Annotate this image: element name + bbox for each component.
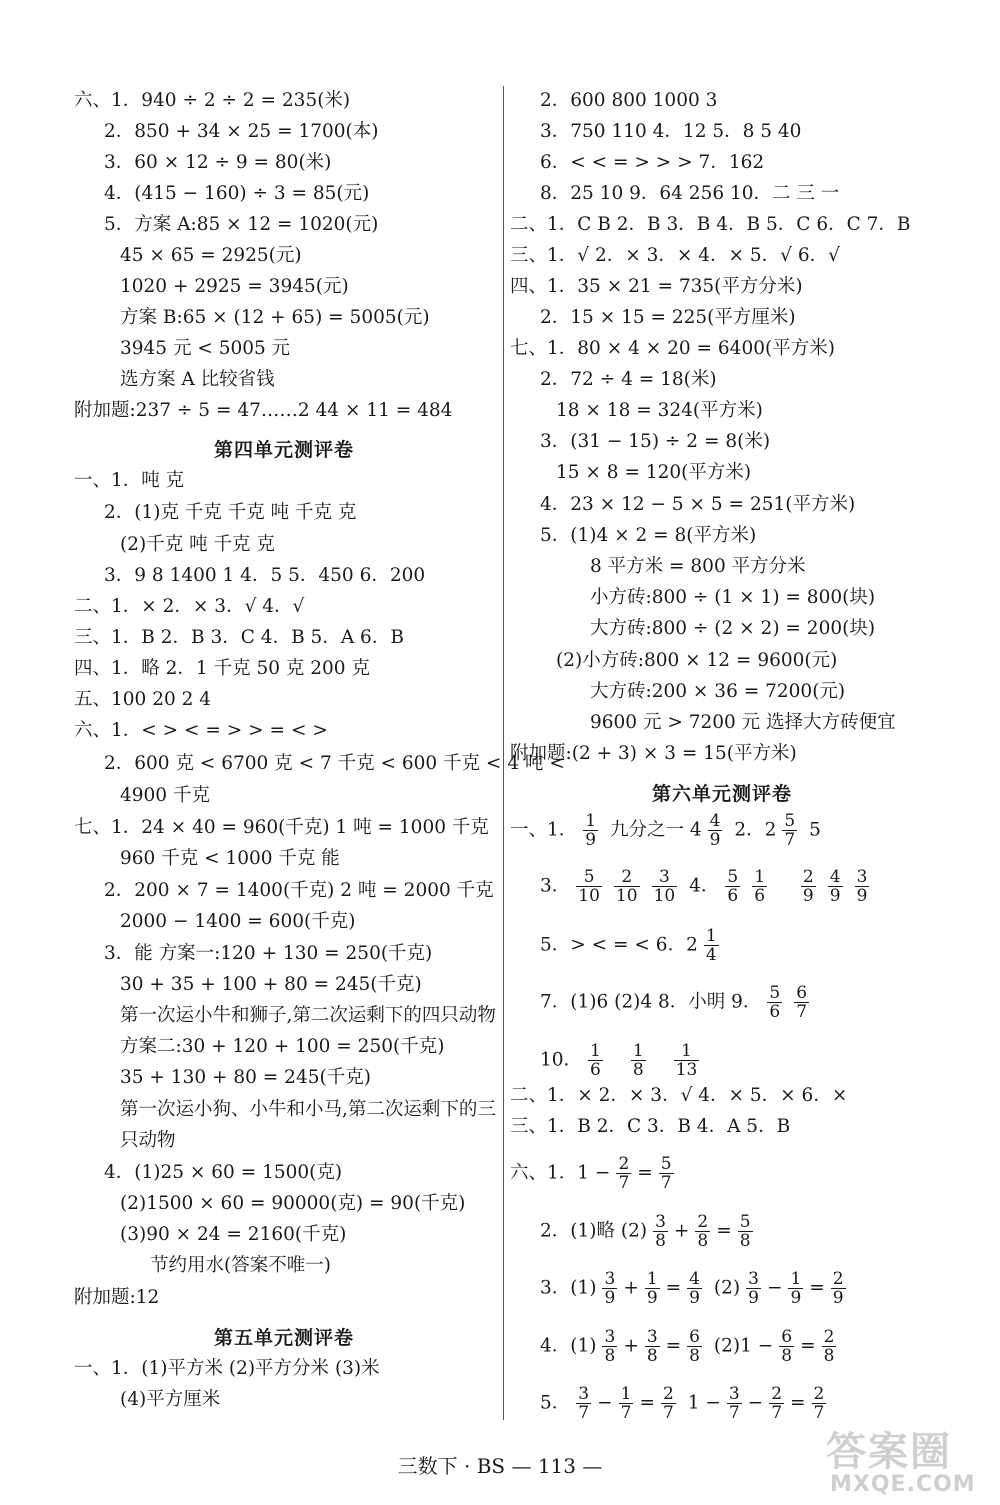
fraction: $\frac{2}{9}$ xyxy=(802,867,814,906)
answer-line: (2)千克 吨 千克 克 xyxy=(120,534,275,555)
fraction: $\frac{3}{9}$ xyxy=(748,1269,759,1308)
fraction: $\frac{2}{8}$ xyxy=(823,1327,835,1366)
operator: + xyxy=(623,1277,639,1299)
answer-line: 五、100 20 2 4 xyxy=(74,689,212,710)
answer-line: 三、1．B 2．C 3．B 4．A 5．B xyxy=(510,1116,791,1137)
fraction: $\frac{5}{6}$ xyxy=(727,867,739,906)
fraction: $\frac{1}{7}$ xyxy=(620,1384,632,1423)
answer-line: 3．(31 − 15) ÷ 2 = 8(米) xyxy=(540,431,771,452)
answer-text: 2．(1)略 (2) xyxy=(540,1220,648,1242)
answer-line: 3945 元 < 5005 元 xyxy=(120,338,291,359)
answer-line: (4)平方厘米 xyxy=(120,1389,221,1410)
site-watermark xyxy=(812,1420,994,1500)
fraction: $\frac{3}{9}$ xyxy=(856,867,868,906)
operator: = xyxy=(716,1220,732,1242)
fraction: $\frac{4}{9}$ xyxy=(709,811,721,850)
fraction: $\frac{3}{7}$ xyxy=(578,1384,590,1423)
fraction: $\frac{2}{8}$ xyxy=(697,1212,709,1251)
fraction: $\frac{1}{9}$ xyxy=(646,1269,658,1308)
answer-line: 第一次运小狗、小牛和小马,第二次运剩下的三 xyxy=(120,1099,496,1120)
fraction: $\frac{3}{10}$ xyxy=(653,867,676,906)
fraction: $\frac{1}{9}$ xyxy=(790,1269,802,1308)
answer-line: 9600 元 > 7200 元 选择大方砖便宜 xyxy=(590,712,896,733)
answer-line: 大方砖:200 × 36 = 7200(元) xyxy=(590,681,846,702)
answer-line-fractions xyxy=(540,927,725,964)
page-footer: 三数下 · BS — 113 — xyxy=(397,1454,603,1478)
fraction: $\frac{3}{8}$ xyxy=(646,1327,658,1366)
fraction: $\frac{2}{10}$ xyxy=(615,867,638,906)
operator: = xyxy=(790,1392,806,1414)
answer-line: 4．(415 − 160) ÷ 3 = 85(元) xyxy=(104,183,370,204)
answer-line: 二、1．× 2．× 3．√ 4．√ xyxy=(74,596,305,617)
answer-line: 一、1．吨 克 xyxy=(74,470,185,491)
fraction: $\frac{3}{9}$ xyxy=(604,1269,616,1308)
answer-line: 3．9 8 1400 1 4．5 5．450 6．200 xyxy=(104,565,426,586)
answer-text: 九分之一 4 xyxy=(610,819,702,841)
fraction: $\frac{6}{8}$ xyxy=(689,1327,700,1366)
answer-line: 二、1．C B 2．B 3．B 4．B 5．C 6．C 7．B xyxy=(510,214,911,235)
answer-line: 大方砖:800 ÷ (2 × 2) = 200(块) xyxy=(590,618,876,639)
bonus-answer: 附加题:237 ÷ 5 = 47……2 44 × 11 = 484 xyxy=(74,400,453,421)
answer-text: 5 xyxy=(809,819,821,841)
answer-line: (2)1500 × 60 = 90000(克) = 90(千克) xyxy=(120,1193,466,1214)
answer-line: 2．600 克 < 6700 克 < 7 千克 < 600 千克 < 4 吨 < xyxy=(104,753,565,774)
answer-line: 3．60 × 12 ÷ 9 = 80(米) xyxy=(104,152,332,173)
answer-line: 6．< < = > > > 7．162 xyxy=(540,152,765,173)
operator: + xyxy=(673,1220,690,1242)
fraction: $\frac{5}{6}$ xyxy=(769,983,781,1022)
answer-line: (3)90 × 24 = 2160(千克) xyxy=(120,1224,347,1245)
answer-line-fractions xyxy=(540,1270,852,1307)
answer-line: 二、1．× 2．× 3．√ 4．× 5．× 6．× xyxy=(510,1085,848,1106)
answer-line: 六、1．< > < = > > = < > xyxy=(74,720,328,741)
answer-line: 节约用水(答案不唯一) xyxy=(150,1255,331,1276)
answer-line: 5．方案 A:85 × 12 = 1020(元) xyxy=(104,214,379,235)
answer-line: 三、1．B 2．B 3．C 4．B 5．A 6．B xyxy=(74,627,404,648)
operator: = xyxy=(639,1392,655,1414)
operator: = xyxy=(637,1162,653,1184)
operator: = xyxy=(809,1277,825,1299)
operator: − xyxy=(597,1392,613,1414)
answer-text: 4．(1) xyxy=(540,1335,597,1357)
section-title-unit6: 第六单元测评卷 xyxy=(652,783,793,805)
question-number: 4． xyxy=(689,875,720,897)
section-title-unit4: 第四单元测评卷 xyxy=(214,439,355,461)
answer-text: 1 − xyxy=(687,1392,721,1414)
answer-text: 3．(1) xyxy=(540,1277,597,1299)
operator: − xyxy=(766,1277,783,1299)
fraction: $\frac{4}{9}$ xyxy=(689,1269,700,1308)
watermark-domain: MXQE.COM xyxy=(830,1472,976,1497)
answer-text: 5． xyxy=(540,1392,571,1414)
answer-line: 七、1．80 × 4 × 20 = 6400(平方米) xyxy=(510,338,835,359)
answer-line: 2．600 800 1000 3 xyxy=(540,90,718,111)
answer-line: 2000 − 1400 = 600(千克) xyxy=(120,911,356,932)
fraction: $\frac{3}{7}$ xyxy=(728,1384,740,1423)
answer-text: 2．2 xyxy=(734,819,777,841)
fraction: $\frac{2}{7}$ xyxy=(662,1384,674,1423)
answer-line-fractions xyxy=(540,1385,832,1422)
answer-line: 一、1．(1)平方米 (2)平方分米 (3)米 xyxy=(74,1358,380,1379)
fraction: $\frac{5}{7}$ xyxy=(660,1154,672,1193)
question-number: 3． xyxy=(540,875,571,897)
answer-text: (2)1 − xyxy=(713,1335,774,1357)
answer-line: 六、1．940 ÷ 2 ÷ 2 = 235(米) xyxy=(74,90,351,111)
answer-line: 只动物 xyxy=(120,1130,176,1151)
answer-line: 小方砖:800 ÷ (1 × 1) = 800(块) xyxy=(590,587,876,608)
answer-line: 4900 千克 xyxy=(120,785,210,806)
answer-line: 15 × 8 = 120(平方米) xyxy=(556,462,752,483)
answer-line: 8．25 10 9．64 256 10．二 三 一 xyxy=(540,183,840,204)
question-number: 10． xyxy=(540,1049,583,1071)
fraction: $\frac{2}{7}$ xyxy=(771,1384,783,1423)
fraction: $\frac{1}{9}$ xyxy=(585,811,597,850)
fraction: $\frac{2}{7}$ xyxy=(618,1154,630,1193)
fraction: $\frac{4}{9}$ xyxy=(829,867,841,906)
answer-line: 3．能 方案一:120 + 130 = 250(千克) xyxy=(104,943,433,964)
answer-text: (2) xyxy=(713,1277,741,1299)
question-number: 一、1． xyxy=(510,819,578,841)
fraction: $\frac{1}{8}$ xyxy=(632,1041,644,1080)
fraction: $\frac{1}{13}$ xyxy=(675,1041,698,1080)
answer-line: 四、1．略 2．1 千克 50 克 200 克 xyxy=(74,658,370,679)
answer-line: 45 × 65 = 2925(元) xyxy=(120,245,302,266)
answer-line: 方案二:30 + 120 + 100 = 250(千克) xyxy=(120,1036,445,1057)
answer-line: 3．750 110 4．12 5．8 5 40 xyxy=(540,121,802,142)
answer-line: (2)小方砖:800 × 12 = 9600(元) xyxy=(556,650,838,671)
operator: = xyxy=(665,1335,682,1357)
answer-line: 第一次运小牛和狮子,第二次运剩下的四只动物 xyxy=(120,1005,496,1026)
operator: + xyxy=(623,1335,639,1357)
fraction: $\frac{5}{8}$ xyxy=(739,1212,751,1251)
bonus-answer: 附加题:12 xyxy=(74,1287,160,1308)
answer-line-fractions xyxy=(540,868,875,905)
fraction: $\frac{5}{7}$ xyxy=(784,811,796,850)
operator: − xyxy=(747,1392,764,1414)
answer-text: 六、1．1 − xyxy=(510,1162,611,1184)
operator: = xyxy=(665,1277,682,1299)
answer-line: 2．850 + 34 × 25 = 1700(本) xyxy=(104,121,379,142)
answer-line: 35 + 130 + 80 = 245(千克) xyxy=(120,1067,371,1088)
bonus-answer: 附加题:(2 + 3) × 3 = 15(平方米) xyxy=(510,743,797,764)
operator: = xyxy=(800,1335,816,1357)
answer-line: 1020 + 2925 = 3945(元) xyxy=(120,276,349,297)
answer-text: 7．(1)6 (2)4 8．小明 9． xyxy=(540,991,762,1013)
fraction: $\frac{3}{8}$ xyxy=(655,1212,666,1251)
answer-line: 18 × 18 = 324(平方米) xyxy=(556,400,763,421)
answer-line-fractions xyxy=(540,1213,759,1250)
watermark-logo-text: 答案圈 xyxy=(826,1429,952,1475)
answer-line: 选方案 A 比较省钱 xyxy=(120,369,275,390)
answer-line-fractions xyxy=(540,984,815,1021)
fraction: $\frac{2}{7}$ xyxy=(813,1384,825,1423)
answer-line: 4．(1)25 × 60 = 1500(克) xyxy=(104,1162,343,1183)
answer-line: 4．23 × 12 − 5 × 5 = 251(平方米) xyxy=(540,494,856,515)
answer-line: 5．(1)4 × 2 = 8(平方米) xyxy=(540,525,757,546)
section-title-unit5: 第五单元测评卷 xyxy=(214,1327,355,1349)
fraction: $\frac{1}{6}$ xyxy=(590,1041,601,1080)
answer-line: 2．(1)克 千克 千克 吨 千克 克 xyxy=(104,502,357,523)
fraction: $\frac{3}{8}$ xyxy=(604,1327,616,1366)
fraction: $\frac{2}{9}$ xyxy=(832,1269,844,1308)
answer-line-fractions xyxy=(510,812,821,849)
answer-line: 2．15 × 15 = 225(平方厘米) xyxy=(540,307,796,328)
fraction: $\frac{6}{8}$ xyxy=(781,1327,793,1366)
answer-line: 七、1．24 × 40 = 960(千克) 1 吨 = 1000 千克 xyxy=(74,817,489,838)
answer-line: 30 + 35 + 100 + 80 = 245(千克) xyxy=(120,974,422,995)
fraction: $\frac{5}{10}$ xyxy=(578,867,600,906)
fraction: $\frac{1}{6}$ xyxy=(754,867,766,906)
fraction: $\frac{6}{7}$ xyxy=(796,983,808,1022)
answer-line-fractions xyxy=(510,1155,680,1192)
answer-line: 8 平方米 = 800 平方分米 xyxy=(590,556,806,577)
answer-text: 5．> < = < 6．2 xyxy=(540,934,698,956)
answer-line: 2．200 × 7 = 1400(千克) 2 吨 = 2000 千克 xyxy=(104,880,494,901)
answer-line-fractions xyxy=(540,1328,842,1365)
answer-line: 四、1．35 × 21 = 735(平方分米) xyxy=(510,276,803,297)
fraction: $\frac{1}{4}$ xyxy=(705,926,717,965)
answer-line: 960 千克 < 1000 千克 能 xyxy=(120,848,340,869)
answer-line-fractions xyxy=(540,1042,705,1079)
answer-line: 三、1．√ 2．× 3．× 4．× 5．√ 6．√ xyxy=(510,245,840,266)
answer-line: 2．72 ÷ 4 = 18(米) xyxy=(540,369,717,390)
answer-line: 方案 B:65 × (12 + 65) = 5005(元) xyxy=(120,307,430,328)
